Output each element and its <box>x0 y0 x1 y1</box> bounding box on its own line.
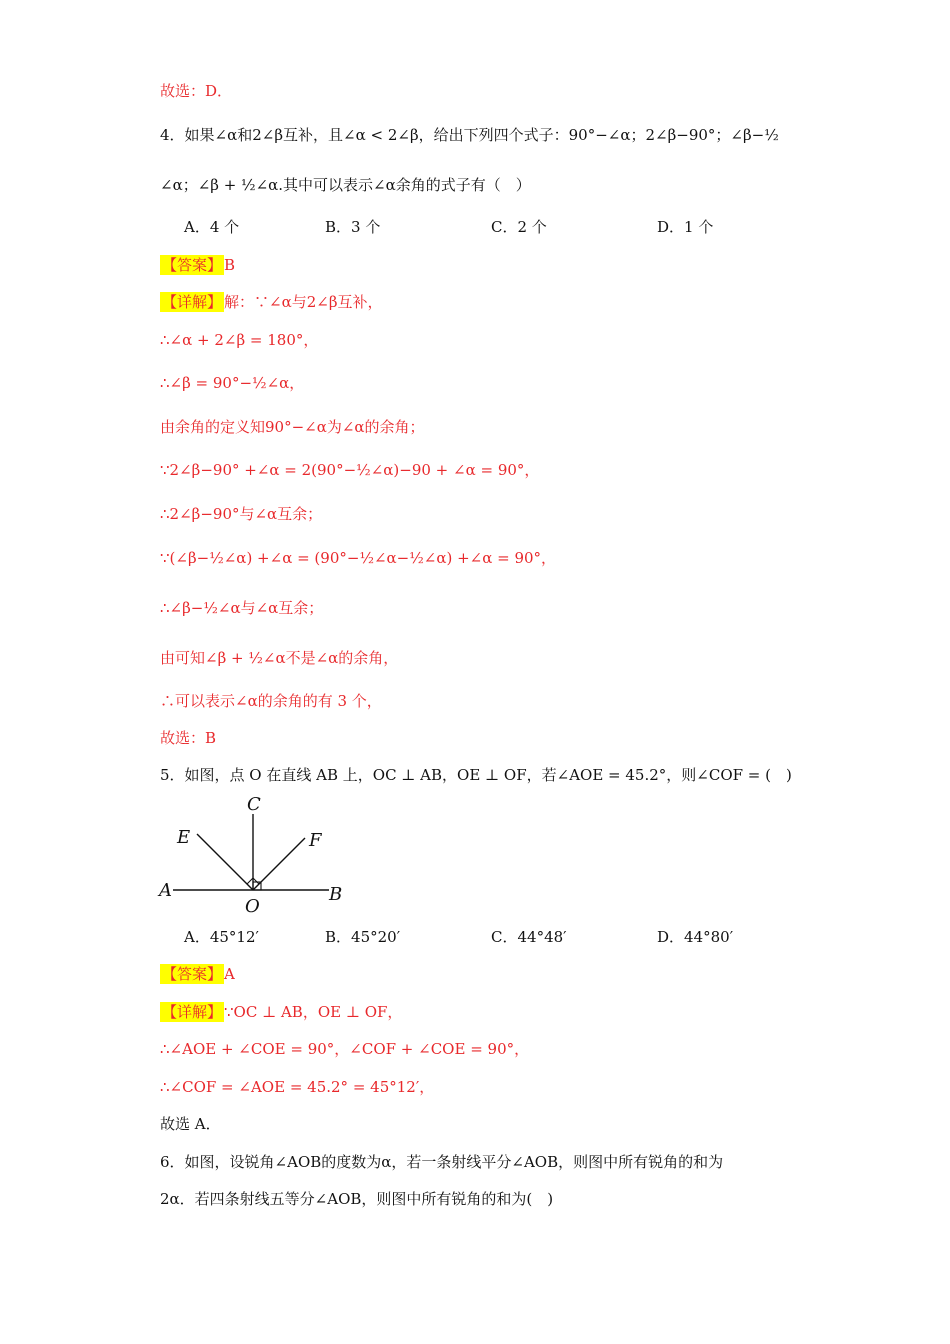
label-o: O <box>245 896 260 917</box>
label-c: C <box>247 794 261 815</box>
q5-detail-line-2: ∴∠COF = ∠AOE = 45.2° = 45°12′， <box>160 1078 435 1096</box>
q5-figure <box>155 792 355 922</box>
q4-stem-line2: ∠α；∠β + ½∠α.其中可以表示∠α余角的式子有（ ） <box>160 176 531 194</box>
label-f: F <box>309 830 322 851</box>
q4-detail-line-6: ∵(∠β−½∠α) +∠α = (90°−½∠α−½∠α) +∠α = 90°， <box>160 549 557 567</box>
answer-tag: 【答案】 <box>162 256 223 274</box>
q4-answer: B <box>224 256 236 274</box>
detail-tag: 【详解】 <box>162 293 223 311</box>
prev-answer: 故选：D． <box>160 82 233 100</box>
q5-detail-first: ∵OC ⊥ AB，OE ⊥ OF， <box>224 1003 403 1021</box>
q5-option-b: B．45°20′ <box>325 928 401 946</box>
q5-conclusion: 故选 A． <box>160 1115 221 1133</box>
detail-tag: 【详解】 <box>162 1003 223 1021</box>
answer-tag: 【答案】 <box>162 965 223 983</box>
q4-option-d: D．1 个 <box>657 218 714 236</box>
q4-detail-line-0 <box>160 291 383 313</box>
ray-oe <box>197 834 253 890</box>
q4-detail-line-5: ∴2∠β−90°与∠α互余； <box>160 505 323 523</box>
label-a: A <box>159 880 172 901</box>
q4-detail-line-3: 由余角的定义知90°−∠α为∠α的余角； <box>160 418 425 436</box>
q4-detail-line-9: ∴可以表示∠α的余角的有 3 个， <box>160 692 382 710</box>
q4-detail-line-10: 故选：B <box>160 729 217 747</box>
q5-option-a: A．45°12′ <box>184 928 259 946</box>
label-e: E <box>177 827 191 848</box>
q6-line2: 2α．若四条射线五等分∠AOB，则图中所有锐角的和为( ) <box>160 1190 554 1208</box>
q4-detail-line-4: ∵2∠β−90° +∠α = 2(90°−½∠α)−90 + ∠α = 90°， <box>160 461 540 479</box>
q6-line1: 6．如图，设锐角∠AOB的度数为α，若一条射线平分∠AOB，则图中所有锐角的和为 <box>160 1153 724 1171</box>
q5-answer: A <box>224 965 235 983</box>
q4-answer-line <box>160 254 235 276</box>
q4-option-b: B．3 个 <box>325 218 381 236</box>
q4-detail-line-7: ∴∠β−½∠α与∠α互余； <box>160 599 324 617</box>
q5-detail-line-0 <box>160 1001 402 1023</box>
q5-option-d: D．44°80′ <box>657 928 734 946</box>
q5-detail-line-1: ∴∠AOE + ∠COE = 90°，∠COF + ∠COE = 90°， <box>160 1040 530 1058</box>
q4-detail-line-2: ∴∠β = 90°−½∠α， <box>160 374 305 392</box>
q4-stem-line1: 4．如果∠α和2∠β互补，且∠α < 2∠β，给出下列四个式子：90°−∠α；2∠β−90°；∠β−½ <box>160 126 779 144</box>
q4-detail-line-1: ∴∠α + 2∠β = 180°， <box>160 331 319 349</box>
q4-detail-text: 解：∵∠α与2∠β互补， <box>224 293 383 311</box>
q4-detail-line-8: 由可知∠β + ½∠α不是∠α的余角， <box>160 649 399 667</box>
q4-option-a: A．4 个 <box>184 218 240 236</box>
q4-option-c: C．2 个 <box>491 218 547 236</box>
q5-answer-line <box>160 963 235 985</box>
q5-option-c: C．44°48′ <box>491 928 567 946</box>
q5-stem: 5．如图，点 O 在直线 AB 上，OC ⊥ AB，OE ⊥ OF，若∠AOE = 45.2°，则∠COF = ( ) <box>160 766 792 784</box>
label-b: B <box>329 884 343 905</box>
